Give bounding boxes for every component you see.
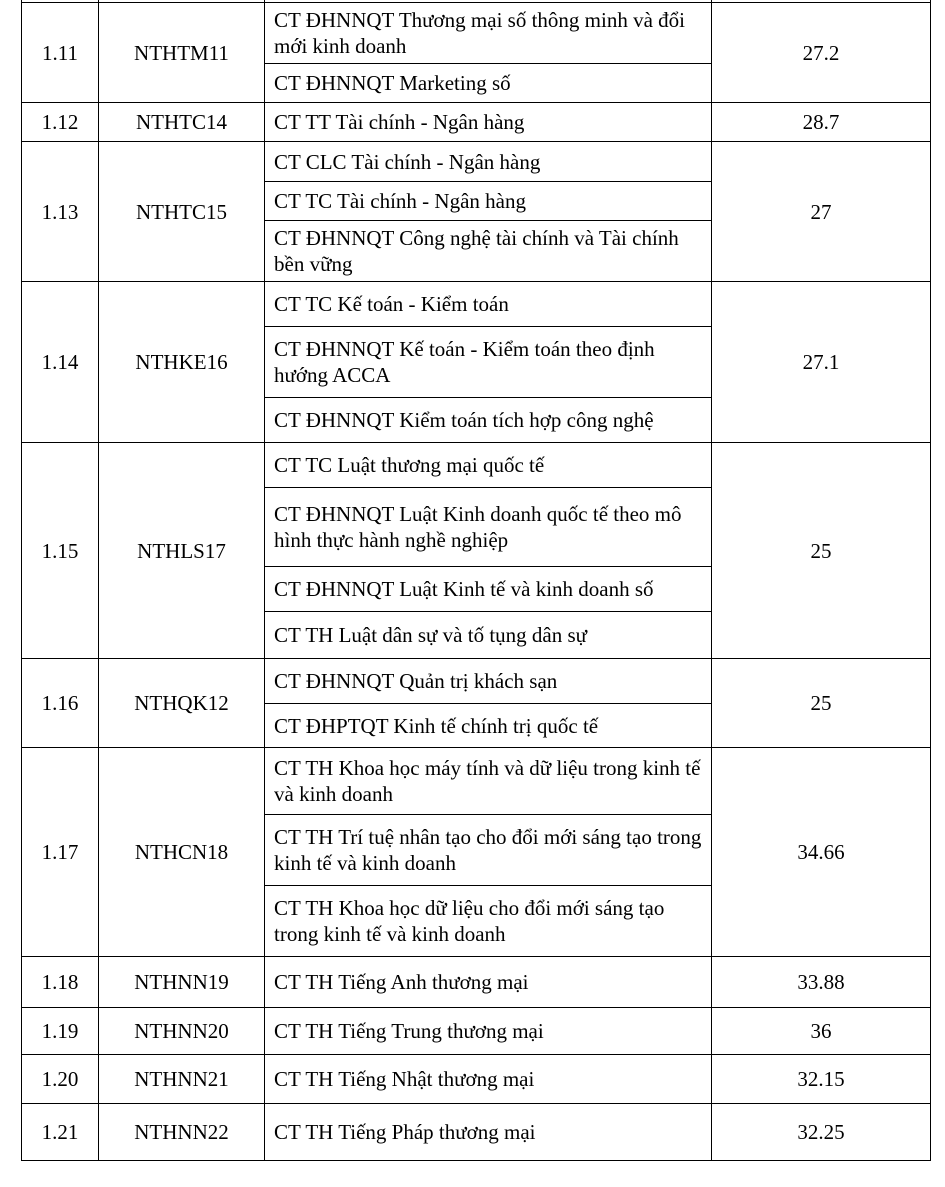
program-name-cell: CT ĐHNNQT Quản trị khách sạn [265, 659, 712, 704]
program-code-cell: NTHNN22 [99, 1104, 265, 1161]
table-row [22, 142, 931, 182]
program-code-cell: NTHTM11 [99, 3, 265, 103]
row-number-cell: 1.13 [22, 142, 99, 282]
table-row [22, 3, 931, 64]
row-number-cell: 1.19 [22, 1008, 99, 1055]
program-name-cell: CT ĐHNNQT Marketing số [265, 64, 712, 103]
table-row [22, 748, 931, 815]
table-row [22, 1055, 931, 1104]
program-name-cell: CT ĐHNNQT Kế toán - Kiểm toán theo định hướng ACCA [265, 327, 712, 398]
program-name-cell: CT TH Tiếng Anh thương mại [265, 957, 712, 1008]
program-name-cell: CT TH Luật dân sự và tố tụng dân sự [265, 612, 712, 659]
row-number-cell: 1.17 [22, 748, 99, 957]
program-name-cell: CT TH Khoa học máy tính và dữ liệu trong kinh tế và kinh doanh [265, 748, 712, 815]
table-row [22, 1008, 931, 1055]
program-code-cell: NTHKE16 [99, 282, 265, 443]
program-code-cell: NTHCN18 [99, 748, 265, 957]
row-number-cell: 1.21 [22, 1104, 99, 1161]
program-code-cell: NTHLS17 [99, 443, 265, 659]
program-name-cell: CT TH Trí tuệ nhân tạo cho đổi mới sáng tạo trong kinh tế và kinh doanh [265, 815, 712, 886]
table-body [22, 0, 931, 1161]
row-number-cell: 1.11 [22, 3, 99, 103]
program-name-cell: CT ĐHPTQT Kinh tế chính trị quốc tế [265, 704, 712, 748]
program-name-cell: CT TH Tiếng Pháp thương mại [265, 1104, 712, 1161]
program-name-cell: CT CLC Tài chính - Ngân hàng [265, 142, 712, 182]
score-cell: 25 [712, 443, 931, 659]
admission-score-table [21, 0, 931, 1161]
score-cell: 32.25 [712, 1104, 931, 1161]
score-cell: 32.15 [712, 1055, 931, 1104]
table-row [22, 659, 931, 704]
score-cell: 27.2 [712, 3, 931, 103]
program-name-cell: CT TH Tiếng Trung thương mại [265, 1008, 712, 1055]
program-name-cell: CT TT Tài chính - Ngân hàng [265, 103, 712, 142]
score-cell: 25 [712, 659, 931, 748]
program-name-cell: CT TC Luật thương mại quốc tế [265, 443, 712, 488]
program-code-cell: NTHTC14 [99, 103, 265, 142]
score-cell: 36 [712, 1008, 931, 1055]
score-cell: 27.1 [712, 282, 931, 443]
program-name-cell: CT TC Tài chính - Ngân hàng [265, 182, 712, 221]
program-name-cell: CT ĐHNNQT Luật Kinh doanh quốc tế theo mô hình thực hành nghề nghiệp [265, 488, 712, 567]
table-row [22, 282, 931, 327]
row-number-cell: 1.16 [22, 659, 99, 748]
program-code-cell: NTHQK12 [99, 659, 265, 748]
score-cell: 27 [712, 142, 931, 282]
score-cell: 33.88 [712, 957, 931, 1008]
score-cell: 28.7 [712, 103, 931, 142]
table-row [22, 1104, 931, 1161]
program-name-cell: CT ĐHNNQT Kiểm toán tích hợp công nghệ [265, 398, 712, 443]
program-code-cell: NTHNN19 [99, 957, 265, 1008]
row-number-cell: 1.18 [22, 957, 99, 1008]
row-number-cell: 1.14 [22, 282, 99, 443]
table-row [22, 103, 931, 142]
program-name-cell: CT ĐHNNQT Công nghệ tài chính và Tài chính bền vững [265, 221, 712, 282]
program-name-cell: CT TH Khoa học dữ liệu cho đổi mới sáng tạo trong kinh tế và kinh doanh [265, 886, 712, 957]
program-code-cell: NTHNN21 [99, 1055, 265, 1104]
program-name-cell: CT TH Tiếng Nhật thương mại [265, 1055, 712, 1104]
row-number-cell: 1.12 [22, 103, 99, 142]
program-code-cell: NTHNN20 [99, 1008, 265, 1055]
program-name-cell: CT ĐHNNQT Luật Kinh tế và kinh doanh số [265, 567, 712, 612]
score-cell: 34.66 [712, 748, 931, 957]
table-row [22, 443, 931, 488]
program-code-cell: NTHTC15 [99, 142, 265, 282]
table-row [22, 957, 931, 1008]
row-number-cell: 1.15 [22, 443, 99, 659]
program-name-cell: CT ĐHNNQT Thương mại số thông minh và đổi mới kinh doanh [265, 3, 712, 64]
row-number-cell: 1.20 [22, 1055, 99, 1104]
program-name-cell: CT TC Kế toán - Kiểm toán [265, 282, 712, 327]
